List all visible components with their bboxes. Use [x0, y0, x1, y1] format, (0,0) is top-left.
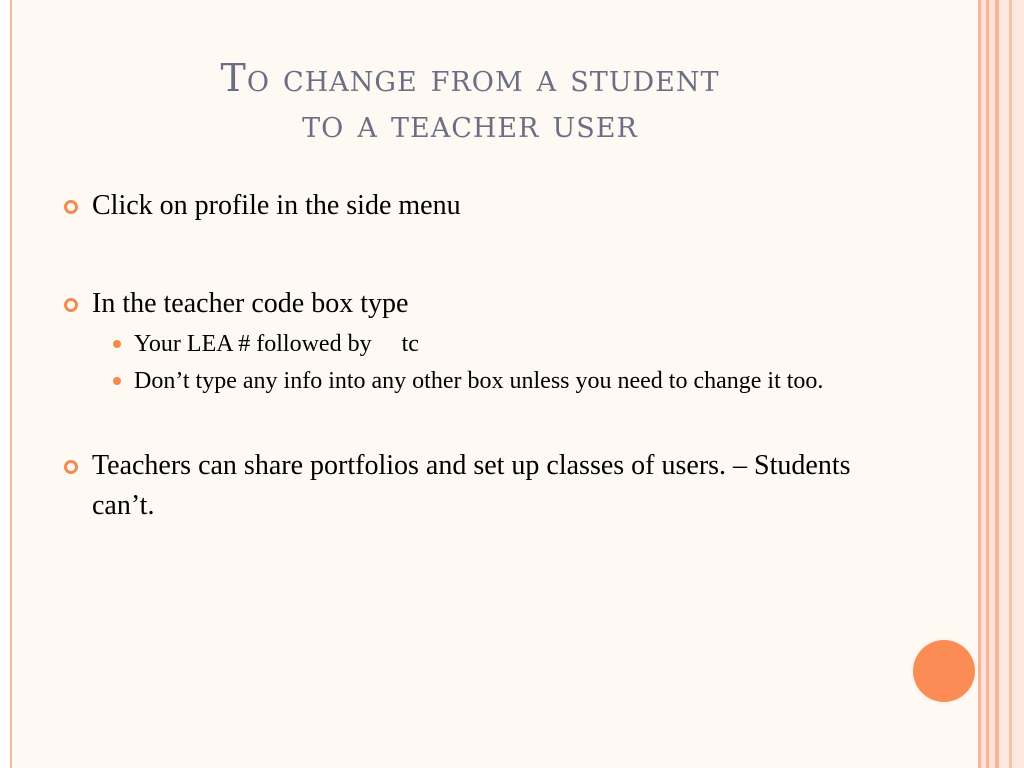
title-line-2: to a teacher user — [302, 102, 638, 146]
list-item — [62, 446, 882, 526]
sub-list-item — [92, 363, 882, 400]
ring-bullet-icon — [64, 298, 78, 312]
right-stripe — [995, 0, 999, 768]
right-stripe — [1009, 0, 1012, 768]
ring-bullet-icon — [64, 200, 78, 214]
bullet-list — [62, 186, 882, 526]
list-item — [62, 186, 882, 226]
sub-bullet-text: Your LEA # followed by — [134, 331, 372, 357]
dot-bullet-icon — [113, 377, 121, 385]
sub-bullet-text: Don’t type any info into any other box unless you need to change it too. — [134, 368, 824, 394]
sub-list-item — [92, 326, 882, 363]
slide-title — [60, 55, 880, 147]
dot-bullet-icon — [113, 340, 121, 348]
bullet-text: Teachers can share portfolios and set up classes of users. – Students can’t. — [92, 450, 851, 521]
bullet-text: In the teacher code box type — [92, 288, 409, 319]
bullet-text: Click on profile in the side menu — [92, 190, 461, 221]
decorative-circle — [913, 640, 975, 702]
title-line-1: To change from a student — [220, 56, 720, 100]
list-item — [62, 284, 882, 400]
ring-bullet-icon — [64, 460, 78, 474]
sub-bullet-list — [92, 326, 882, 400]
sub-bullet-code: tc — [401, 331, 419, 357]
